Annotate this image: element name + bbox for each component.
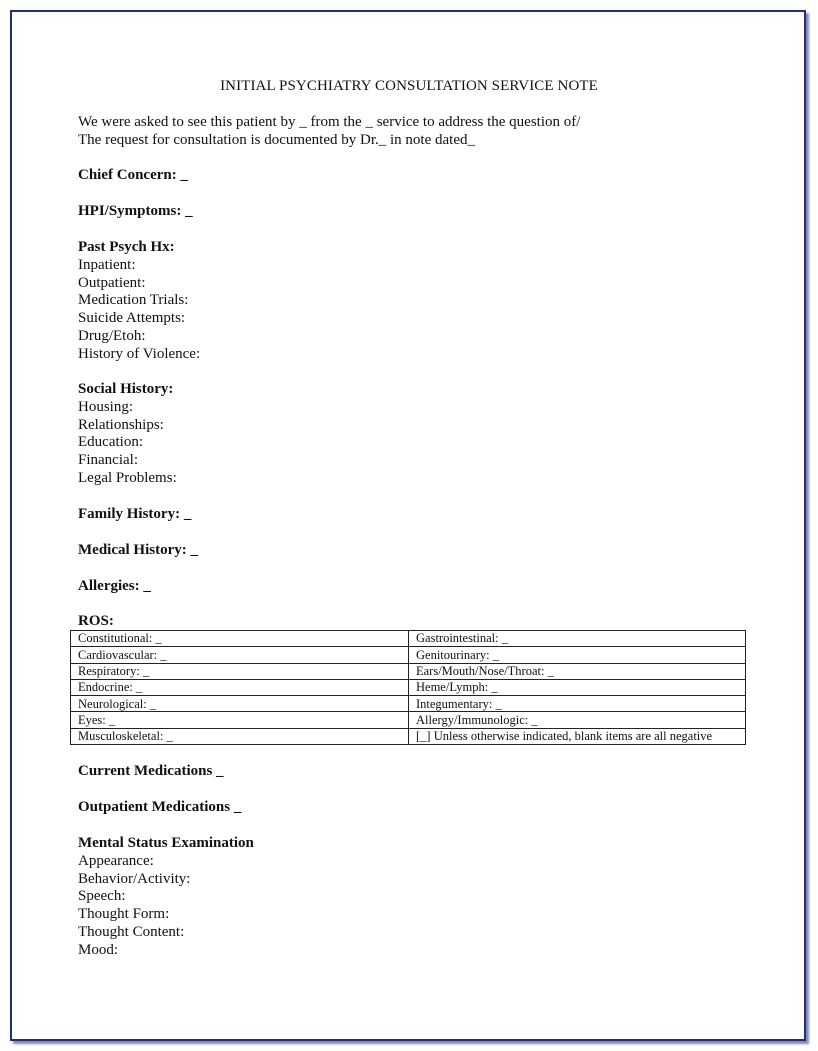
outpatient-medications-heading: Outpatient Medications _ [78,799,242,815]
past-psych-item: Suicide Attempts: [78,310,186,327]
ros-negative-note: [_] Unless otherwise indicated, blank items are all negative [409,728,746,744]
document-title: INITIAL PSYCHIATRY CONSULTATION SERVICE NOTE [220,78,598,94]
ros-cell: Neurological: _ [71,696,409,712]
mental-status-item: Behavior/Activity: [78,870,191,887]
social-history-item: Legal Problems: [78,469,177,486]
intro-line-1: We were asked to see this patient by _ from the _ service to address the question of/ [78,114,581,130]
mental-status-item: Thought Content: [78,923,185,940]
allergies-section [78,578,151,596]
ros-cell: Respiratory: _ [71,663,409,679]
social-history-item: Housing: [78,398,134,415]
ros-cell: Allergy/Immunologic: _ [409,712,746,728]
mental-status-item: Thought Form: [78,906,170,923]
table-row [71,679,746,695]
social-history-heading: Social History: [78,381,174,397]
table-row [71,647,746,663]
past-psych-item: History of Violence: [78,345,201,362]
outpatient-medications-section [78,799,241,817]
ros-cell: Musculoskeletal: _ [71,728,409,744]
past-psych-heading: Past Psych Hx: [78,239,175,255]
table-row [71,728,746,744]
medical-history-section [78,542,198,560]
intro-paragraph [78,114,580,149]
mental-status-item: Appearance: [78,852,154,869]
ros-section [78,613,114,631]
social-history-item: Relationships: [78,416,164,433]
past-psych-item: Medication Trials: [78,292,189,309]
social-history-item: Financial: [78,452,138,469]
mental-status-item: Speech: [78,888,126,905]
ros-cell: Ears/Mouth/Nose/Throat: _ [409,663,746,679]
ros-cell: Heme/Lymph: _ [409,679,746,695]
ros-cell: Cardiovascular: _ [71,647,409,663]
current-medications-heading: Current Medications _ [78,763,224,779]
ros-cell: Gastrointestinal: _ [409,631,746,647]
ros-cell: Genitourinary: _ [409,647,746,663]
hpi-heading: HPI/Symptoms: _ [78,203,193,219]
past-psych-item: Inpatient: [78,256,136,273]
mental-status-item: Mood: [78,941,119,958]
table-row [71,631,746,647]
intro-line-2: The request for consultation is documented by Dr._ in note dated_ [78,131,475,148]
past-psych-item: Outpatient: [78,274,146,291]
social-history-section [78,381,177,488]
hpi-section [78,203,193,221]
allergies-heading: Allergies: _ [78,578,151,594]
ros-cell: Constitutional: _ [71,631,409,647]
mental-status-section [78,835,254,960]
ros-table [70,630,746,745]
current-medications-section [78,763,224,781]
social-history-item: Education: [78,434,143,451]
table-row [71,696,746,712]
table-row [71,663,746,679]
ros-heading: ROS: [78,613,114,629]
chief-concern-section [78,167,188,185]
family-history-section [78,506,191,524]
medical-history-heading: Medical History: _ [78,542,198,558]
ros-cell: Endocrine: _ [71,679,409,695]
family-history-heading: Family History: _ [78,506,192,522]
mental-status-heading: Mental Status Examination [78,835,254,851]
chief-concern-heading: Chief Concern: _ [78,167,188,183]
ros-cell: Eyes: _ [71,712,409,728]
ros-cell: Integumentary: _ [409,696,746,712]
past-psych-item: Drug/Etoh: [78,327,146,344]
table-row [71,712,746,728]
past-psych-section [78,239,200,364]
